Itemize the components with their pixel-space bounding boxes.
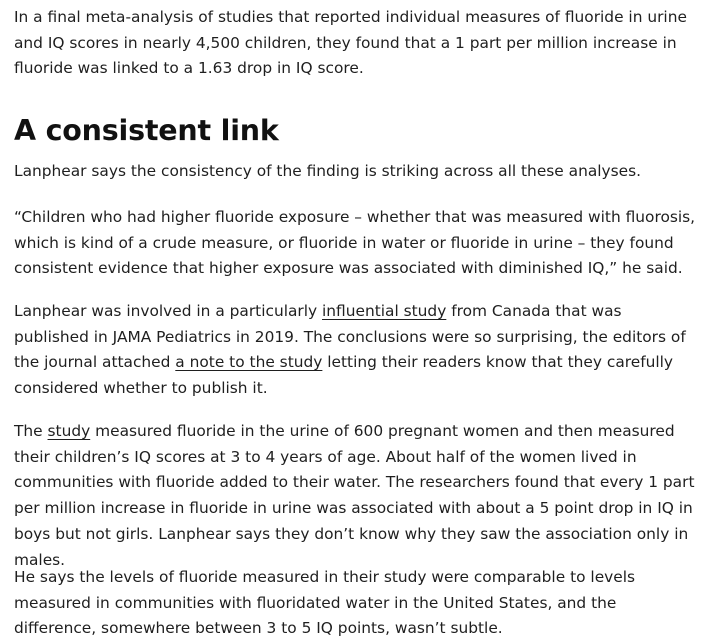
paragraph-text: measured fluoride in the urine of 600 pregnant women and then measured their children’s IQ scores at 3 to 4 years of age. About half of the women lived in communities with fluoride added to their water. The researchers found that every 1 part per million increase in fluoride in urine was associated with about a 5 point drop in IQ in boys but not girls. Lanphear says they don’t know why they saw the association only in males. bbox=[14, 422, 695, 569]
paragraph-meta-analysis: In a final meta-analysis of studies that reported individual measures of fluoride in urine and IQ scores in nearly 4,500 children, they found that a 1 part per million increase in fluoride was linked to a 1.63 drop in IQ score. bbox=[14, 8, 687, 78]
paragraph-canada-study bbox=[14, 299, 699, 402]
paragraph-text: Lanphear was involved in a particularly bbox=[14, 302, 323, 320]
paragraph-text: from Canada that was published in JAMA Pediatrics in 2019. The conclusions were so surprising, the editors of the journal attached bbox=[14, 302, 686, 372]
influential-study-link[interactable]: influential study bbox=[322, 302, 447, 320]
study-link[interactable]: study bbox=[47, 422, 91, 440]
section-heading: A consistent link bbox=[14, 114, 279, 147]
paragraph-text: letting their readers know that they carefully considered whether to publish it. bbox=[14, 353, 674, 398]
paragraph-quote: “Children who had higher fluoride exposure – whether that was measured with fluorosis, which is kind of a crude measure, or fluoride in water or fluoride in urine – they found consistent evidence that higher exposure was associated with diminished IQ,” he said. bbox=[14, 208, 696, 278]
paragraph-study-details bbox=[14, 419, 699, 573]
journal-note-link[interactable]: a note to the study bbox=[175, 353, 323, 372]
paragraph-text: The bbox=[14, 422, 48, 440]
paragraph-levels: He says the levels of fluoride measured in their study were comparable to levels measured in communities with fluoridated water in the United States, and the difference, somewhere between 3 to 5 IQ points, wasn’t subtle. bbox=[14, 568, 636, 638]
paragraph-consistency: Lanphear says the consistency of the finding is striking across all these analyses. bbox=[14, 162, 642, 180]
